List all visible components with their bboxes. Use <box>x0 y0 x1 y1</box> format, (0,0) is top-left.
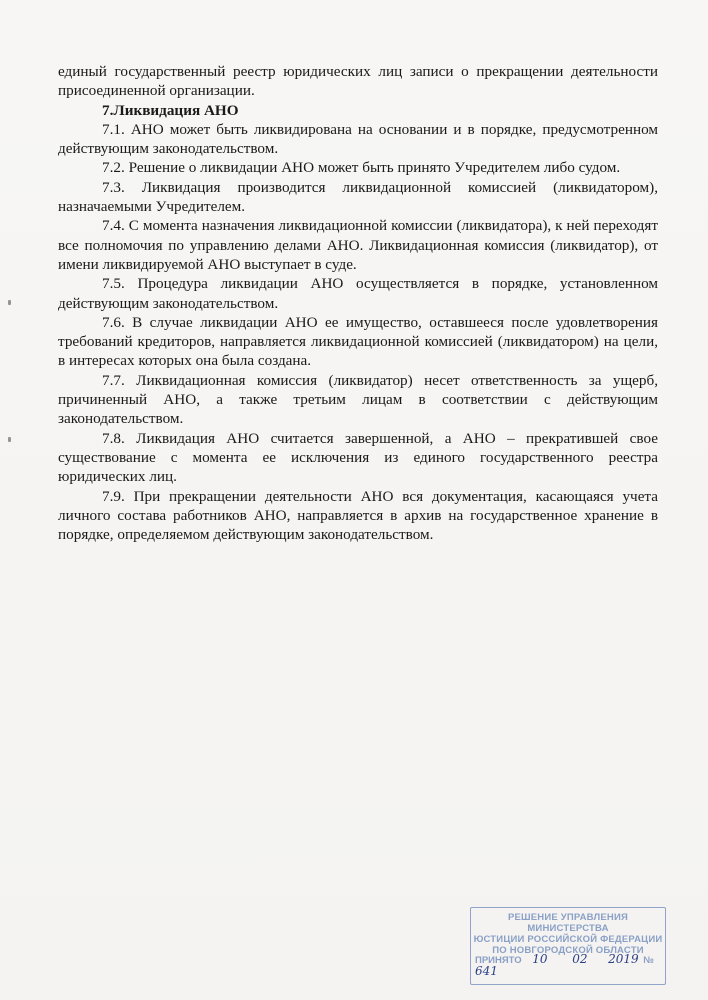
stamp-line-1: РЕШЕНИЕ УПРАВЛЕНИЯ МИНИСТЕРСТВА <box>507 912 629 934</box>
stamp-line-3: ПО НОВГОРОДСКОЙ ОБЛАСТИ <box>492 945 644 956</box>
clause-7-7: 7.7. Ликвидационная комиссия (ликвидатор) несет ответственность за ущерб, причиненный АНО, а также третьим лицам в соответствии с действующим законодательством. <box>58 371 658 428</box>
clause-7-5: 7.5. Процедура ликвидации АНО осуществляется в порядке, установленном действующим законодательством. <box>58 275 658 312</box>
paragraph-continuation: единый государственный реестр юридических лиц записи о прекращении деятельности присоединенной организации. <box>58 63 658 100</box>
clause-7-3: 7.3. Ликвидация производится ликвидационной комиссией (ликвидатором), назначаемыми Учредителем. <box>58 178 658 216</box>
stamp-year: 2019 <box>608 952 639 966</box>
binding-mark <box>8 300 11 305</box>
clause-7-2: 7.2. Решение о ликвидации АНО может быть принято Учредителем либо судом. <box>102 159 621 177</box>
stamp-line-2: ЮСТИЦИИ РОССИЙСКОЙ ФЕДЕРАЦИИ <box>473 934 663 945</box>
stamp-number-prefix: № <box>643 955 654 966</box>
registration-stamp <box>470 907 666 985</box>
clause-7-1: 7.1. АНО может быть ликвидирована на основании и в порядке, предусмотренном действующим законодательством. <box>58 120 658 158</box>
section-heading: 7.Ликвидация АНО <box>102 101 239 119</box>
clause-7-4: 7.4. С момента назначения ликвидационной комиссии (ликвидатора), к ней переходят все полномочия по управлению делами АНО. Ликвидационная комиссия (ликвидатор), от имени ликвидируемой АНО выступает в суде. <box>58 217 658 273</box>
document-body <box>58 62 658 544</box>
binding-mark <box>8 437 11 442</box>
stamp-accepted-row <box>475 954 661 978</box>
stamp-number: 641 <box>475 964 498 978</box>
clause-7-9: 7.9. При прекращении деятельности АНО вся документация, касающаяся учета личного состава работников АНО, направляется в архив на государственное хранение в порядке, определяемом действующим законодательством. <box>58 487 658 544</box>
stamp-day: 10 <box>532 952 548 966</box>
clause-7-6: 7.6. В случае ликвидации АНО ее имущество, оставшееся после удовлетворения требований кредиторов, направляется ликвидационной комиссией (ликвидатором) на цели, в интересах которых она была создана. <box>58 313 658 370</box>
stamp-month: 02 <box>572 952 588 966</box>
stamp-accepted-label: ПРИНЯТО <box>475 955 522 966</box>
clause-7-8: 7.8. Ликвидация АНО считается завершенной, а АНО – прекратившей свое существование с момента ее исключения из единого государственного реестра юридических лиц. <box>58 429 658 486</box>
